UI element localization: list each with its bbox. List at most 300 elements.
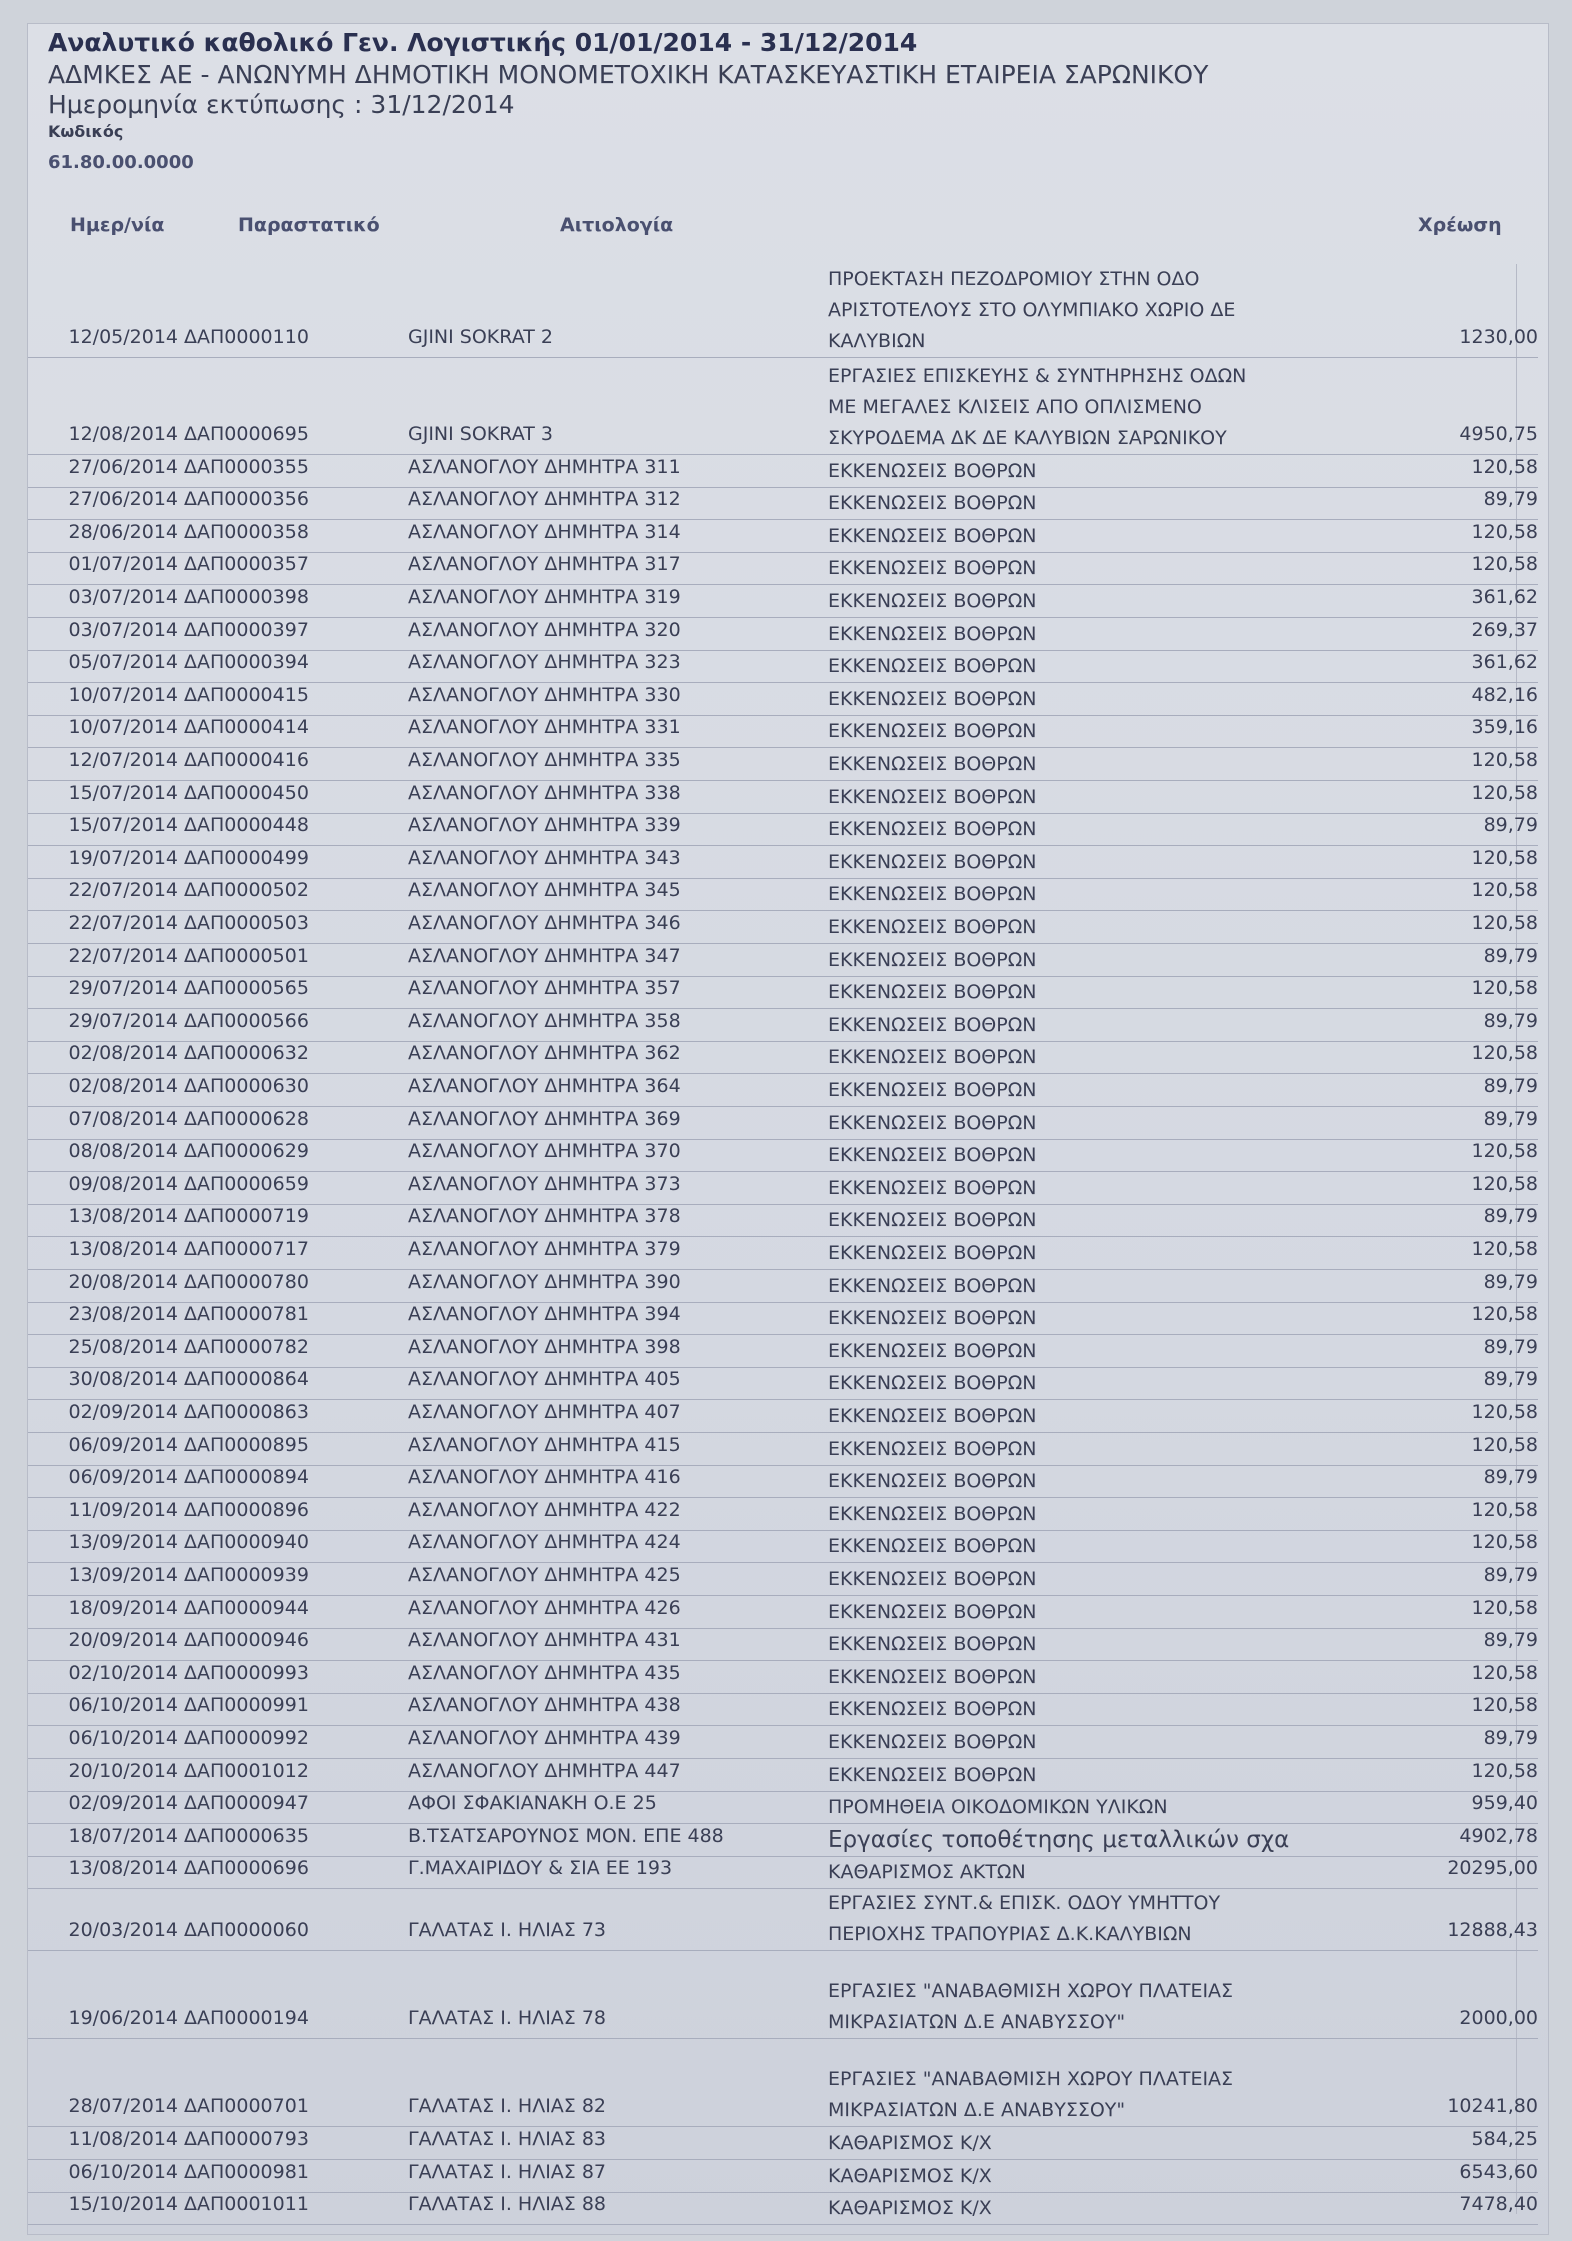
ledger-row (28, 1725, 1548, 1758)
row-document: ΔΑΠ0000398 (184, 585, 309, 608)
row-date: 19/07/2014 (68, 846, 178, 869)
ledger-row (28, 1693, 1548, 1726)
row-date: 06/09/2014 (68, 1433, 178, 1456)
row-document: ΔΑΠ0000696 (184, 1857, 309, 1880)
row-description: ΕΚΚΕΝΩΣΕΙΣ ΒΟΘΡΩΝ (828, 622, 1037, 645)
row-amount: 361,62 (1471, 585, 1538, 608)
row-description: ΕΚΚΕΝΩΣΕΙΣ ΒΟΘΡΩΝ (828, 1144, 1037, 1167)
row-description: ΕΚΚΕΝΩΣΕΙΣ ΒΟΘΡΩΝ (828, 1698, 1037, 1721)
row-description: ΜΙΚΡΑΣΙΑΤΩΝ Δ.Ε ΑΝΑΒΥΣΣΟΥ" (828, 2011, 1126, 2034)
row-document: ΔΑΠ0000628 (184, 1107, 309, 1130)
row-description: ΠΡΟΕΚΤΑΣΗ ΠΕΖΟΔΡΟΜΙΟΥ ΣΤΗΝ ΟΔΟ (828, 268, 1200, 290)
ledger-row (28, 910, 1548, 943)
row-description: ΕΚΚΕΝΩΣΕΙΣ ΒΟΘΡΩΝ (828, 1111, 1037, 1134)
row-party: ΓΑΛΑΤΑΣ Ι. ΗΛΙΑΣ 88 (408, 2193, 607, 2216)
ledger-row (28, 552, 1548, 585)
row-amount: 482,16 (1471, 683, 1538, 706)
row-document: ΔΑΠ0000695 (184, 423, 309, 445)
row-description: ΚΑΘΑΡΙΣΜΟΣ Κ/Χ (828, 2164, 992, 2187)
print-date: Ημερομηνία εκτύπωσης : 31/12/2014 (48, 90, 515, 119)
row-date: 15/07/2014 (68, 814, 178, 837)
row-date: 29/07/2014 (68, 1009, 178, 1032)
row-document: ΔΑΠ0000415 (184, 683, 309, 706)
row-document: ΔΑΠ0000894 (184, 1466, 309, 1489)
row-document: ΔΑΠ0000060 (184, 1919, 309, 1942)
row-date: 23/08/2014 (68, 1303, 178, 1326)
row-description: ΕΚΚΕΝΩΣΕΙΣ ΒΟΘΡΩΝ (828, 1176, 1037, 1199)
row-description: ΕΚΚΕΝΩΣΕΙΣ ΒΟΘΡΩΝ (828, 1241, 1037, 1264)
row-amount: 120,58 (1471, 1661, 1538, 1684)
ledger-sheet (28, 24, 1548, 2234)
row-description: ΕΚΚΕΝΩΣΕΙΣ ΒΟΘΡΩΝ (828, 1209, 1037, 1232)
row-amount: 120,58 (1471, 1694, 1538, 1717)
row-party: ΑΣΛΑΝΟΓΛΟΥ ΔΗΜΗΤΡΑ 447 (408, 1759, 681, 1782)
row-party: ΑΣΛΑΝΟΓΛΟΥ ΔΗΜΗΤΡΑ 405 (408, 1368, 681, 1391)
ledger-row (28, 1399, 1548, 1432)
row-description: ΜΙΚΡΑΣΙΑΤΩΝ Δ.Ε ΑΝΑΒΥΣΣΟΥ" (828, 2099, 1126, 2122)
row-description: ΕΚΚΕΝΩΣΕΙΣ ΒΟΘΡΩΝ (828, 1013, 1037, 1036)
row-description: ΕΚΚΕΝΩΣΕΙΣ ΒΟΘΡΩΝ (828, 655, 1037, 678)
row-date: 06/10/2014 (68, 2160, 178, 2183)
row-description: ΕΚΚΕΝΩΣΕΙΣ ΒΟΘΡΩΝ (828, 1730, 1037, 1753)
row-description: ΕΚΚΕΝΩΣΕΙΣ ΒΟΘΡΩΝ (828, 557, 1037, 580)
row-amount: 120,58 (1471, 1303, 1538, 1326)
row-amount: 120,58 (1471, 1531, 1538, 1554)
row-description: ΕΚΚΕΝΩΣΕΙΣ ΒΟΘΡΩΝ (828, 1470, 1037, 1493)
ledger-row (28, 813, 1548, 846)
row-description: ΣΚΥΡΟΔΕΜΑ ΔΚ ΔΕ ΚΑΛΥΒΙΩΝ ΣΑΡΩΝΙΚΟΥ (828, 427, 1227, 449)
row-description: ΕΚΚΕΝΩΣΕΙΣ ΒΟΘΡΩΝ (828, 1763, 1037, 1786)
ledger-row (28, 1171, 1548, 1204)
row-party: GJINI SOKRAT 2 (408, 326, 553, 348)
row-date: 12/07/2014 (68, 748, 178, 771)
row-amount: 120,58 (1471, 455, 1538, 478)
row-party: ΑΣΛΑΝΟΓΛΟΥ ΔΗΜΗΤΡΑ 435 (408, 1661, 681, 1684)
row-description: ΕΚΚΕΝΩΣΕΙΣ ΒΟΘΡΩΝ (828, 1372, 1037, 1395)
row-document: ΔΑΠ0000659 (184, 1172, 309, 1195)
row-amount: 89,79 (1483, 1205, 1538, 1228)
row-date: 28/07/2014 (68, 2095, 178, 2118)
row-party: ΑΣΛΑΝΟΓΛΟΥ ΔΗΜΗΤΡΑ 431 (408, 1629, 681, 1652)
row-party: ΑΣΛΑΝΟΓΛΟΥ ΔΗΜΗΤΡΑ 426 (408, 1596, 681, 1619)
row-document: ΔΑΠ0000355 (184, 455, 309, 478)
ledger-row (28, 1888, 1548, 1950)
row-document: ΔΑΠ0000864 (184, 1368, 309, 1391)
ledger-row (28, 617, 1548, 650)
row-document: ΔΑΠ0000717 (184, 1237, 309, 1260)
ledger-rows (28, 24, 1548, 2234)
row-document: ΔΑΠ0000947 (184, 1792, 309, 1815)
row-description: ΚΑΘΑΡΙΣΜΟΣ Κ/Χ (828, 2131, 992, 2154)
row-date: 10/07/2014 (68, 716, 178, 739)
row-document: ΔΑΠ0000414 (184, 716, 309, 739)
row-date: 06/10/2014 (68, 1726, 178, 1749)
row-description: ΕΚΚΕΝΩΣΕΙΣ ΒΟΘΡΩΝ (828, 1502, 1037, 1525)
ledger-row (28, 1334, 1548, 1367)
col-doc-header: Παραστατικό (238, 214, 380, 236)
row-party: ΑΣΛΑΝΟΓΛΟΥ ΔΗΜΗΤΡΑ 364 (408, 1074, 681, 1097)
row-date: 28/06/2014 (68, 520, 178, 543)
ledger-row (28, 1660, 1548, 1693)
row-date: 13/09/2014 (68, 1531, 178, 1554)
row-document: ΔΑΠ0000448 (184, 814, 309, 837)
row-party: ΑΣΛΑΝΟΓΛΟΥ ΔΗΜΗΤΡΑ 312 (408, 488, 681, 511)
row-document: ΔΑΠ0000416 (184, 748, 309, 771)
row-party: ΑΣΛΑΝΟΓΛΟΥ ΔΗΜΗΤΡΑ 317 (408, 553, 681, 576)
ledger-row (28, 878, 1548, 911)
row-document: ΔΑΠ0000946 (184, 1629, 309, 1652)
row-description: ΕΚΚΕΝΩΣΕΙΣ ΒΟΘΡΩΝ (828, 687, 1037, 710)
row-document: ΔΑΠ0000357 (184, 553, 309, 576)
row-amount: 89,79 (1483, 1466, 1538, 1489)
row-date: 15/07/2014 (68, 781, 178, 804)
code-label: Κωδικός (48, 122, 124, 141)
row-document: ΔΑΠ0000503 (184, 911, 309, 934)
ledger-row (28, 1791, 1548, 1824)
row-date: 11/09/2014 (68, 1498, 178, 1521)
row-description: ΕΚΚΕΝΩΣΕΙΣ ΒΟΘΡΩΝ (828, 981, 1037, 1004)
row-date: 27/06/2014 (68, 455, 178, 478)
row-party: ΑΣΛΑΝΟΓΛΟΥ ΔΗΜΗΤΡΑ 343 (408, 846, 681, 869)
row-amount: 6543,60 (1459, 2160, 1538, 2183)
row-description: ΠΕΡΙΟΧΗΣ ΤΡΑΠΟΥΡΙΑΣ Δ.Κ.ΚΑΛΥΒΙΩΝ (828, 1923, 1192, 1946)
row-date: 12/05/2014 (68, 326, 178, 348)
row-description: ΕΚΚΕΝΩΣΕΙΣ ΒΟΘΡΩΝ (828, 883, 1037, 906)
row-document: ΔΑΠ0000566 (184, 1009, 309, 1032)
row-party: ΑΣΛΑΝΟΓΛΟΥ ΔΗΜΗΤΡΑ 346 (408, 911, 681, 934)
row-document: ΔΑΠ0000565 (184, 977, 309, 1000)
row-date: 02/10/2014 (68, 1661, 178, 1684)
row-description: ΕΚΚΕΝΩΣΕΙΣ ΒΟΘΡΩΝ (828, 1535, 1037, 1558)
row-party: ΓΑΛΑΤΑΣ Ι. ΗΛΙΑΣ 83 (408, 2127, 607, 2150)
row-party: ΓΑΛΑΤΑΣ Ι. ΗΛΙΑΣ 73 (408, 1919, 607, 1942)
row-party: ΑΣΛΑΝΟΓΛΟΥ ΔΗΜΗΤΡΑ 378 (408, 1205, 681, 1228)
company-name: ΑΔΜΚΕΣ ΑΕ - ΑΝΩΝΥΜΗ ΔΗΜΟΤΙΚΗ ΜΟΝΟΜΕΤΟΧΙΚΗ ΚΑΤΑΣΚΕΥΑΣΤΙΚΗ ΕΤΑΙΡΕΙΑ ΣΑΡΩΝΙΚΟΥ (48, 60, 1209, 89)
ledger-row (28, 1269, 1548, 1302)
row-description: ΕΚΚΕΝΩΣΕΙΣ ΒΟΘΡΩΝ (828, 1567, 1037, 1590)
row-amount: 120,58 (1471, 1498, 1538, 1521)
row-amount: 4902,78 (1459, 1824, 1538, 1847)
row-amount: 7478,40 (1459, 2193, 1538, 2216)
row-party: ΑΣΛΑΝΟΓΛΟΥ ΔΗΜΗΤΡΑ 339 (408, 814, 681, 837)
ledger-row (28, 487, 1548, 520)
ledger-row (28, 650, 1548, 683)
report-title: Αναλυτικό καθολικό Γεν. Λογιστικής 01/01/2014 - 31/12/2014 (48, 28, 918, 57)
row-amount: 120,58 (1471, 1172, 1538, 1195)
row-party: ΑΣΛΑΝΟΓΛΟΥ ΔΗΜΗΤΡΑ 424 (408, 1531, 681, 1554)
row-document: ΔΑΠ0000701 (184, 2095, 309, 2118)
row-party: ΑΣΛΑΝΟΓΛΟΥ ΔΗΜΗΤΡΑ 347 (408, 944, 681, 967)
row-amount: 120,58 (1471, 748, 1538, 771)
account-code: 61.80.00.0000 (48, 152, 194, 173)
row-separator (28, 2224, 1538, 2225)
ledger-row (28, 357, 1548, 454)
row-party: ΑΣΛΑΝΟΓΛΟΥ ΔΗΜΗΤΡΑ 379 (408, 1237, 681, 1260)
row-description: ΕΚΚΕΝΩΣΕΙΣ ΒΟΘΡΩΝ (828, 492, 1037, 515)
row-date: 13/08/2014 (68, 1237, 178, 1260)
ledger-row (28, 1367, 1548, 1400)
ledger-row (28, 1008, 1548, 1041)
row-date: 20/10/2014 (68, 1759, 178, 1782)
ledger-row (28, 1497, 1548, 1530)
row-document: ΔΑΠ0000394 (184, 651, 309, 674)
row-document: ΔΑΠ0000993 (184, 1661, 309, 1684)
row-date: 09/08/2014 (68, 1172, 178, 1195)
ledger-row (28, 1204, 1548, 1237)
row-amount: 89,79 (1483, 1368, 1538, 1391)
row-amount: 359,16 (1471, 716, 1538, 739)
row-document: ΔΑΠ0000110 (184, 326, 309, 348)
row-party: ΑΣΛΑΝΟΓΛΟΥ ΔΗΜΗΤΡΑ 358 (408, 1009, 681, 1032)
ledger-row (28, 264, 1548, 357)
row-party: ΑΣΛΑΝΟΓΛΟΥ ΔΗΜΗΤΡΑ 398 (408, 1335, 681, 1358)
row-date: 22/07/2014 (68, 944, 178, 967)
row-amount: 120,58 (1471, 977, 1538, 1000)
row-party: ΑΣΛΑΝΟΓΛΟΥ ΔΗΜΗΤΡΑ 439 (408, 1726, 681, 1749)
row-document: ΔΑΠ0000782 (184, 1335, 309, 1358)
row-document: ΔΑΠ0000397 (184, 618, 309, 641)
ledger-row (28, 845, 1548, 878)
row-amount: 89,79 (1483, 1563, 1538, 1586)
ledger-row (28, 1758, 1548, 1791)
row-description: ΕΚΚΕΝΩΣΕΙΣ ΒΟΘΡΩΝ (828, 1600, 1037, 1623)
row-date: 20/03/2014 (68, 1919, 178, 1942)
row-amount: 89,79 (1483, 1074, 1538, 1097)
ledger-row (28, 1432, 1548, 1465)
row-party: ΓΑΛΑΤΑΣ Ι. ΗΛΙΑΣ 82 (408, 2095, 607, 2118)
row-date: 02/09/2014 (68, 1792, 178, 1815)
row-document: ΔΑΠ0001011 (184, 2193, 309, 2216)
row-date: 13/09/2014 (68, 1563, 178, 1586)
row-party: Γ.ΜΑΧΑΙΡΙΔΟΥ & ΣΙΑ ΕΕ 193 (408, 1857, 673, 1880)
row-amount: 120,58 (1471, 1433, 1538, 1456)
row-amount: 120,58 (1471, 781, 1538, 804)
row-amount: 584,25 (1471, 2127, 1538, 2150)
row-document: ΔΑΠ0000780 (184, 1270, 309, 1293)
row-document: ΔΑΠ0000630 (184, 1074, 309, 1097)
row-date: 02/08/2014 (68, 1042, 178, 1065)
ledger-row (28, 682, 1548, 715)
row-date: 03/07/2014 (68, 585, 178, 608)
ledger-row (28, 715, 1548, 748)
row-date: 02/09/2014 (68, 1400, 178, 1423)
row-date: 15/10/2014 (68, 2193, 178, 2216)
row-party: ΑΣΛΑΝΟΓΛΟΥ ΔΗΜΗΤΡΑ 370 (408, 1140, 681, 1163)
row-amount: 89,79 (1483, 1726, 1538, 1749)
row-description: ΚΑΛΥΒΙΩΝ (828, 330, 926, 352)
ledger-row (28, 747, 1548, 780)
row-amount: 2000,00 (1459, 2007, 1538, 2030)
ledger-row (28, 976, 1548, 1009)
ledger-row (28, 1530, 1548, 1563)
col-date-header: Ημερ/νία (70, 214, 165, 236)
ledger-row (28, 1236, 1548, 1269)
ledger-row (28, 2038, 1548, 2126)
ledger-row (28, 943, 1548, 976)
row-amount: 959,40 (1471, 1792, 1538, 1815)
row-amount: 120,58 (1471, 911, 1538, 934)
row-document: ΔΑΠ0000358 (184, 520, 309, 543)
row-amount: 4950,75 (1459, 423, 1538, 445)
row-description: ΕΚΚΕΝΩΣΕΙΣ ΒΟΘΡΩΝ (828, 948, 1037, 971)
row-description: ΕΚΚΕΝΩΣΕΙΣ ΒΟΘΡΩΝ (828, 1307, 1037, 1330)
row-document: ΔΑΠ0000635 (184, 1824, 309, 1847)
ledger-row (28, 1628, 1548, 1661)
row-description: ΑΡΙΣΤΟΤΕΛΟΥΣ ΣΤΟ ΟΛΥΜΠΙΑΚΟ ΧΩΡΙΟ ΔΕ (828, 299, 1236, 321)
row-amount: 120,58 (1471, 1759, 1538, 1782)
row-party: ΑΣΛΑΝΟΓΛΟΥ ΔΗΜΗΤΡΑ 331 (408, 716, 681, 739)
row-amount: 120,58 (1471, 879, 1538, 902)
row-date: 20/08/2014 (68, 1270, 178, 1293)
row-document: ΔΑΠ0000719 (184, 1205, 309, 1228)
row-amount: 120,58 (1471, 1140, 1538, 1163)
row-date: 08/08/2014 (68, 1140, 178, 1163)
row-party: ΑΣΛΑΝΟΓΛΟΥ ΔΗΜΗΤΡΑ 394 (408, 1303, 681, 1326)
row-description: ΚΑΘΑΡΙΣΜΟΣ ΑΚΤΩΝ (828, 1861, 1026, 1884)
row-description: ΕΚΚΕΝΩΣΕΙΣ ΒΟΘΡΩΝ (828, 1404, 1037, 1427)
row-document: ΔΑΠ0000499 (184, 846, 309, 869)
row-amount: 89,79 (1483, 1107, 1538, 1130)
row-description: ΕΚΚΕΝΩΣΕΙΣ ΒΟΘΡΩΝ (828, 1339, 1037, 1362)
row-amount: 10241,80 (1447, 2095, 1538, 2118)
ledger-row (28, 1856, 1548, 1889)
ledger-row (28, 2192, 1548, 2225)
row-description: ΜΕ ΜΕΓΑΛΕΣ ΚΛΙΣΕΙΣ ΑΠΟ ΟΠΛΙΣΜΕΝΟ (828, 396, 1202, 418)
row-party: ΑΣΛΑΝΟΓΛΟΥ ΔΗΜΗΤΡΑ 422 (408, 1498, 681, 1521)
row-date: 22/07/2014 (68, 911, 178, 934)
row-description: ΕΡΓΑΣΙΕΣ ΕΠΙΣΚΕΥΗΣ & ΣΥΝΤΗΡΗΣΗΣ ΟΔΩΝ (828, 365, 1247, 387)
row-amount: 120,58 (1471, 1237, 1538, 1260)
row-description: ΕΚΚΕΝΩΣΕΙΣ ΒΟΘΡΩΝ (828, 459, 1037, 482)
row-document: ΔΑΠ0000793 (184, 2127, 309, 2150)
row-date: 13/08/2014 (68, 1857, 178, 1880)
row-document: ΔΑΠ0000781 (184, 1303, 309, 1326)
row-amount: 269,37 (1471, 618, 1538, 641)
row-amount: 89,79 (1483, 1009, 1538, 1032)
row-document: ΔΑΠ0000502 (184, 879, 309, 902)
row-date: 22/07/2014 (68, 879, 178, 902)
row-document: ΔΑΠ0000356 (184, 488, 309, 511)
row-amount: 1230,00 (1459, 326, 1538, 348)
col-reason-header: Αιτιολογία (560, 214, 674, 236)
row-amount: 89,79 (1483, 1335, 1538, 1358)
row-description: ΕΚΚΕΝΩΣΕΙΣ ΒΟΘΡΩΝ (828, 818, 1037, 841)
row-party: ΑΣΛΑΝΟΓΛΟΥ ΔΗΜΗΤΡΑ 338 (408, 781, 681, 804)
row-description: ΕΚΚΕΝΩΣΕΙΣ ΒΟΘΡΩΝ (828, 589, 1037, 612)
ledger-row (28, 454, 1548, 487)
row-party: ΓΑΛΑΤΑΣ Ι. ΗΛΙΑΣ 78 (408, 2007, 607, 2030)
row-party: ΑΣΛΑΝΟΓΛΟΥ ΔΗΜΗΤΡΑ 369 (408, 1107, 681, 1130)
row-description: ΕΚΚΕΝΩΣΕΙΣ ΒΟΘΡΩΝ (828, 720, 1037, 743)
row-document: ΔΑΠ0000939 (184, 1563, 309, 1586)
row-description: ΕΚΚΕΝΩΣΕΙΣ ΒΟΘΡΩΝ (828, 1078, 1037, 1101)
row-description: ΠΡΟΜΗΘΕΙΑ ΟΙΚΟΔΟΜΙΚΩΝ ΥΛΙΚΩΝ (828, 1796, 1168, 1819)
ledger-row (28, 2159, 1548, 2192)
row-party: GJINI SOKRAT 3 (408, 423, 553, 445)
row-party: ΑΣΛΑΝΟΓΛΟΥ ΔΗΜΗΤΡΑ 407 (408, 1400, 681, 1423)
row-date: 13/08/2014 (68, 1205, 178, 1228)
ledger-row (28, 584, 1548, 617)
row-date: 10/07/2014 (68, 683, 178, 706)
row-party: ΑΣΛΑΝΟΓΛΟΥ ΔΗΜΗΤΡΑ 390 (408, 1270, 681, 1293)
row-document: ΔΑΠ0000501 (184, 944, 309, 967)
row-description: ΕΚΚΕΝΩΣΕΙΣ ΒΟΘΡΩΝ (828, 1437, 1037, 1460)
ledger-row (28, 1823, 1548, 1856)
ledger-row (28, 1073, 1548, 1106)
row-document: ΔΑΠ0000895 (184, 1433, 309, 1456)
row-amount: 89,79 (1483, 1629, 1538, 1652)
row-document: ΔΑΠ0001012 (184, 1759, 309, 1782)
row-description: ΕΚΚΕΝΩΣΕΙΣ ΒΟΘΡΩΝ (828, 524, 1037, 547)
row-date: 18/09/2014 (68, 1596, 178, 1619)
row-document: ΔΑΠ0000629 (184, 1140, 309, 1163)
row-date: 20/09/2014 (68, 1629, 178, 1652)
row-amount: 120,58 (1471, 846, 1538, 869)
row-date: 05/07/2014 (68, 651, 178, 674)
row-document: ΔΑΠ0000944 (184, 1596, 309, 1619)
row-description: Εργασίες τοποθέτησης μεταλλικών σχα (828, 1826, 1290, 1853)
row-date: 19/06/2014 (68, 2007, 178, 2030)
row-date: 27/06/2014 (68, 488, 178, 511)
row-amount: 89,79 (1483, 1270, 1538, 1293)
row-party: ΑΣΛΑΝΟΓΛΟΥ ΔΗΜΗΤΡΑ 373 (408, 1172, 681, 1195)
ledger-row (28, 1562, 1548, 1595)
row-party: ΑΣΛΑΝΟΓΛΟΥ ΔΗΜΗΤΡΑ 323 (408, 651, 681, 674)
row-date: 11/08/2014 (68, 2127, 178, 2150)
ledger-row (28, 1465, 1548, 1498)
row-date: 06/09/2014 (68, 1466, 178, 1489)
row-amount: 12888,43 (1447, 1919, 1538, 1942)
ledger-row (28, 1595, 1548, 1628)
row-date: 07/08/2014 (68, 1107, 178, 1130)
row-party: ΑΣΛΑΝΟΓΛΟΥ ΔΗΜΗΤΡΑ 320 (408, 618, 681, 641)
row-description: ΕΚΚΕΝΩΣΕΙΣ ΒΟΘΡΩΝ (828, 915, 1037, 938)
row-description: ΕΚΚΕΝΩΣΕΙΣ ΒΟΘΡΩΝ (828, 752, 1037, 775)
row-party: ΑΣΛΑΝΟΓΛΟΥ ΔΗΜΗΤΡΑ 425 (408, 1563, 681, 1586)
row-date: 30/08/2014 (68, 1368, 178, 1391)
row-party: Β.ΤΣΑΤΣΑΡΟΥΝΟΣ ΜΟΝ. ΕΠΕ 488 (408, 1824, 724, 1847)
row-description: ΕΚΚΕΝΩΣΕΙΣ ΒΟΘΡΩΝ (828, 785, 1037, 808)
row-amount: 120,58 (1471, 1042, 1538, 1065)
row-party: ΑΣΛΑΝΟΓΛΟΥ ΔΗΜΗΤΡΑ 357 (408, 977, 681, 1000)
row-party: ΑΣΛΑΝΟΓΛΟΥ ΔΗΜΗΤΡΑ 335 (408, 748, 681, 771)
row-party: ΑΣΛΑΝΟΓΛΟΥ ΔΗΜΗΤΡΑ 415 (408, 1433, 681, 1456)
row-amount: 89,79 (1483, 814, 1538, 837)
row-document: ΔΑΠ0000863 (184, 1400, 309, 1423)
ledger-row (28, 780, 1548, 813)
row-document: ΔΑΠ0000632 (184, 1042, 309, 1065)
ledger-row (28, 1950, 1548, 2038)
row-party: ΑΣΛΑΝΟΓΛΟΥ ΔΗΜΗΤΡΑ 330 (408, 683, 681, 706)
row-amount: 120,58 (1471, 553, 1538, 576)
row-party: ΑΣΛΑΝΟΓΛΟΥ ΔΗΜΗΤΡΑ 416 (408, 1466, 681, 1489)
row-amount: 361,62 (1471, 651, 1538, 674)
row-amount: 20295,00 (1447, 1857, 1538, 1880)
row-date: 29/07/2014 (68, 977, 178, 1000)
row-date: 12/08/2014 (68, 423, 178, 445)
row-description: ΕΡΓΑΣΙΕΣ ΣΥΝΤ.& ΕΠΙΣΚ. ΟΔΟΥ ΥΜΗΤΤΟΥ (828, 1892, 1221, 1915)
row-description: ΕΚΚΕΝΩΣΕΙΣ ΒΟΘΡΩΝ (828, 850, 1037, 873)
row-date: 01/07/2014 (68, 553, 178, 576)
row-date: 18/07/2014 (68, 1824, 178, 1847)
row-document: ΔΑΠ0000940 (184, 1531, 309, 1554)
row-document: ΔΑΠ0000896 (184, 1498, 309, 1521)
row-description: ΚΑΘΑΡΙΣΜΟΣ Κ/Χ (828, 2197, 992, 2220)
row-amount: 120,58 (1471, 1400, 1538, 1423)
row-party: ΑΣΛΑΝΟΓΛΟΥ ΔΗΜΗΤΡΑ 314 (408, 520, 681, 543)
row-date: 25/08/2014 (68, 1335, 178, 1358)
row-document: ΔΑΠ0000194 (184, 2007, 309, 2030)
